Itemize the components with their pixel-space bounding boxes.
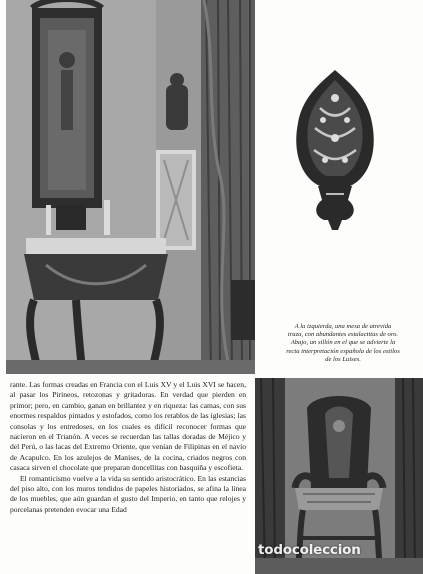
caption-line: A la izquierda, una mesa de atrevida <box>294 323 392 330</box>
caption-line: Abajo, un sillón en el que se advierte la <box>290 339 396 347</box>
watermark-text: todocoleccion <box>258 542 361 558</box>
caption-line: de los Luises. <box>325 355 361 363</box>
caption-line: traza, con abundantes estalactitas de oro. <box>287 331 399 339</box>
paragraph: El romanticismo vuelve a la vida su sentido aristocrático. En las estancias del piso alto, con los muros tendidos de papeles historiados, se afina la línea de los muebles, que aún guardan el gusto del Imperio, en tanto que relojes y porcelanas pretenden evocar una Edad <box>10 473 246 514</box>
paragraph: rante. Las formas creadas en Francia con el Luis XV y el Luis XVI se hacen, al pasar los Pirineos, retozonas y gritadoras. En verdad que pierden en primor; pero, en cambio, ganan en brillantez y en riqueza: las camas, con sus enormes respaldos pintados y estofados, como los retablos de las iglesias; las consolas y los entredoses, en los cuales es difícil reconocer formas que nacieron en el Trianón. A veces se recuerdan las tallas doradas de Méjico y del Perú, o las lacas del Extremo Oriente, que venían de Filipinas en el navío de Acapulco. En los azulejos de Manises, de la cocina, criados negros con casaca sirven el chocolate que preparan doncellitas con basquiña y escofieta. <box>10 380 246 473</box>
photo-caption <box>268 323 418 364</box>
console-table-photo <box>6 0 255 374</box>
caption-line: recta interpretación española de los estilos <box>286 347 400 355</box>
baroque-ornament-icon <box>290 68 380 238</box>
ornament-caption-panel <box>260 0 423 374</box>
article-body <box>10 380 246 515</box>
